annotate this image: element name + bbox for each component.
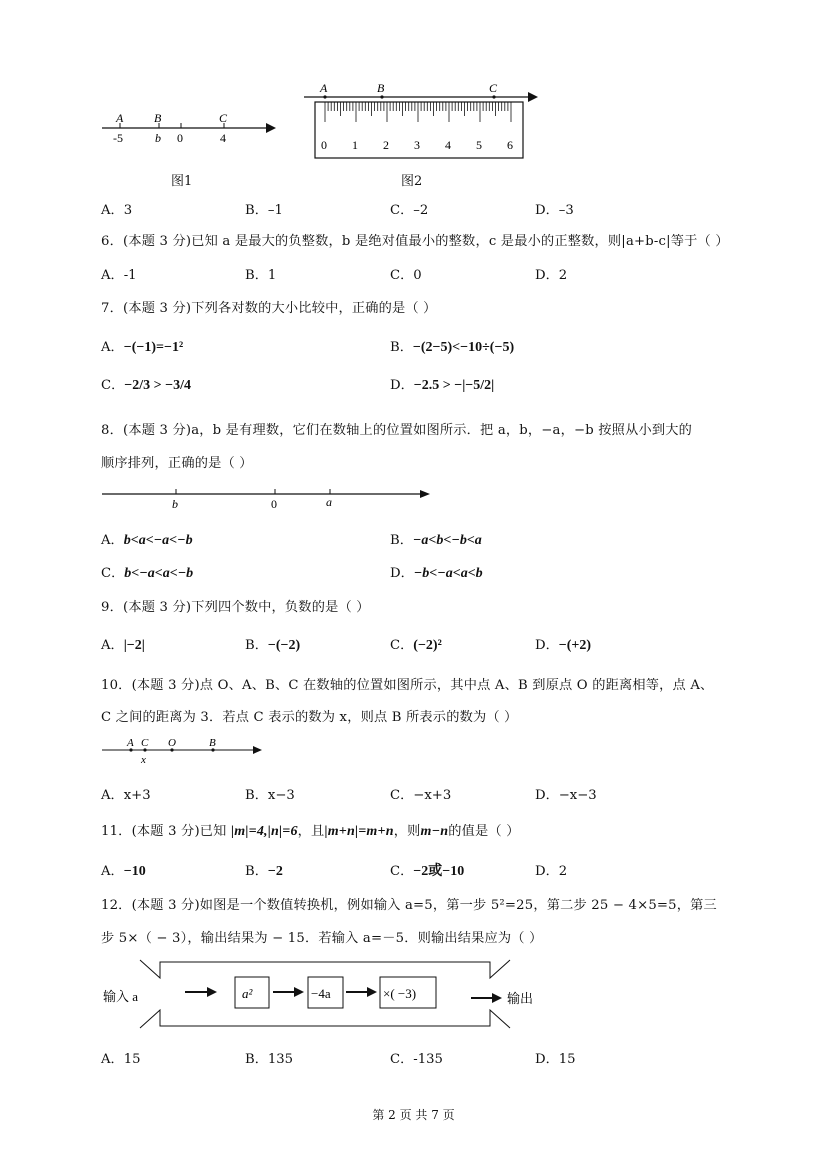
ruler-tick-2: 2 [383, 138, 389, 152]
q7-option-c-expr: −2/3 > −3/4 [124, 378, 191, 393]
q9-stem: 9．(本题 3 分)下列四个数中，负数的是（ ） [101, 600, 370, 615]
q9-option-b-expr: −(−2) [267, 638, 301, 653]
q8-option-d[interactable] [390, 562, 483, 582]
q11-option-c-expr: −2或−10 [413, 864, 465, 879]
page-footer: 第 2 页 共 7 页 [372, 1108, 455, 1122]
q7-option-d-prefix: D． [390, 378, 414, 393]
figure-1-caption: 图1 [171, 174, 193, 189]
q5-option-c[interactable]: C．–2 [390, 203, 429, 218]
q5-option-a[interactable]: A．3 [101, 203, 133, 218]
figure-2-caption: 图2 [401, 174, 423, 189]
q7-option-b[interactable] [390, 336, 514, 356]
q10-label-B: B [209, 737, 216, 749]
q6-option-a[interactable]: A．-1 [101, 268, 137, 283]
fig1-point-B: B [154, 111, 162, 125]
q10-option-b[interactable]: B．x−3 [245, 788, 295, 803]
q8-option-b-prefix: B． [390, 533, 413, 548]
q12-step3: ×( −3) [383, 986, 417, 1001]
q11-option-a-prefix: A． [101, 864, 124, 879]
q11-option-b-prefix: B． [245, 864, 268, 879]
q6-option-b[interactable]: B．1 [245, 268, 277, 283]
q7-option-a-expr: −(−1)=−1² [123, 340, 184, 355]
q12-stem-line2: 步 5×（ − 3），输出结果为 − 15．若输入 a=－5．则输出结果应为（ ） [101, 931, 543, 946]
q9-option-d[interactable] [535, 634, 591, 654]
q12-input-label: 输入 a [103, 989, 139, 1004]
q8-option-c-expr: b<−a<a<−b [124, 566, 194, 581]
q8-option-c[interactable] [101, 562, 193, 582]
q7-option-b-prefix: B． [390, 340, 413, 355]
q7-option-d-expr: −2.5 > −|−5/2| [413, 378, 495, 393]
q8-option-b[interactable] [390, 529, 482, 549]
q10-label-A: A [127, 737, 134, 749]
q11-target: m−n [420, 824, 449, 839]
q11-stem-a: 11．(本题 3 分)已知 [101, 824, 227, 839]
q7-stem: 7．(本题 3 分)下列各对数的大小比较中，正确的是（ ） [101, 301, 437, 316]
q8-option-b-expr: −a<b<−b<a [412, 533, 482, 548]
q12-option-a[interactable]: A．15 [101, 1052, 141, 1067]
q10-option-c[interactable]: C．−x+3 [390, 788, 452, 803]
q12-option-b[interactable]: B．135 [245, 1052, 294, 1067]
fig1-value-0: 0 [177, 131, 183, 145]
q11-option-d-expr: 2 [558, 864, 568, 879]
q8-option-a-prefix: A． [101, 533, 124, 548]
q8-option-d-prefix: D． [390, 566, 414, 581]
figure-2-ruler [300, 80, 550, 165]
q10-label-x: x [141, 754, 146, 766]
figure-1-number-line [98, 108, 283, 150]
q11-condition-1: |m|=4,|n|=6 [230, 824, 298, 839]
q6-option-d[interactable]: D．2 [535, 268, 568, 283]
q8-number-line [98, 482, 438, 512]
q9-option-b[interactable] [245, 634, 300, 654]
q6-stem: 6．(本题 3 分)已知 a 是最大的负整数，b 是绝对值最小的整数，c 是最小的正整数，则|a+b-c|等于（ ） [101, 234, 729, 249]
q10-stem-line2: C 之间的距离为 3．若点 C 表示的数为 x，则点 B 所表示的数为（ ） [101, 710, 518, 725]
q11-option-d[interactable] [535, 860, 567, 879]
ruler-tick-1: 1 [352, 138, 358, 152]
ruler-tick-3: 3 [414, 138, 420, 152]
q11-stem [101, 820, 520, 840]
q5-option-d[interactable]: D．–3 [535, 203, 574, 218]
q8-label-a: a [326, 495, 332, 509]
q9-option-c-expr: (−2)² [413, 638, 442, 653]
q12-output-label: 输出 [507, 991, 534, 1006]
q7-option-d[interactable] [390, 374, 494, 394]
ruler-tick-4: 4 [445, 138, 451, 152]
q10-option-d[interactable]: D．−x−3 [535, 788, 597, 803]
q10-label-O: O [168, 737, 176, 749]
q7-option-c[interactable] [101, 374, 191, 394]
q9-option-b-prefix: B． [245, 638, 268, 653]
ruler-tick-0: 0 [321, 138, 327, 152]
q11-stem-b: ，且 [297, 824, 325, 839]
fig1-value-A: -5 [113, 131, 123, 145]
q12-conversion-machine [98, 958, 558, 1033]
ruler-ticks [325, 102, 511, 122]
q11-option-a[interactable] [101, 860, 146, 880]
q11-option-b[interactable] [245, 860, 283, 880]
q9-option-d-expr: −(+2) [558, 638, 592, 653]
q7-option-c-prefix: C． [101, 378, 125, 393]
q12-step1: a² [242, 986, 253, 1001]
q7-option-a[interactable] [101, 336, 183, 356]
q6-option-c[interactable]: C．0 [390, 268, 422, 283]
q11-condition-2: |m+n|=m+n [324, 824, 394, 839]
fig1-value-B: b [155, 131, 161, 145]
q8-stem-line1: 8．(本题 3 分)a，b 是有理数，它们在数轴上的位置如图所示．把 a，b，−a，−b 按照从小到大的 [101, 423, 693, 438]
fig2-point-B: B [377, 81, 385, 95]
q11-option-d-prefix: D． [535, 864, 559, 879]
q7-option-b-expr: −(2−5)<−10÷(−5) [412, 340, 515, 355]
q9-option-d-prefix: D． [535, 638, 559, 653]
fig1-value-C: 4 [220, 131, 226, 145]
q8-option-a-expr: b<a<−a<−b [123, 533, 193, 548]
q10-number-line [98, 736, 268, 768]
q8-option-c-prefix: C． [101, 566, 125, 581]
q11-option-a-expr: −10 [123, 864, 146, 879]
ruler-tick-6: 6 [507, 138, 513, 152]
q10-option-a[interactable]: A．x+3 [101, 788, 151, 803]
q7-option-a-prefix: A． [101, 340, 124, 355]
q10-stem-line1: 10．(本题 3 分)点 O、A、B、C 在数轴的位置如图所示，其中点 A、B 到原点 O 的距离相等，点 A、 [101, 678, 714, 693]
q9-option-a-expr: |−2| [123, 638, 145, 653]
fig2-point-A: A [320, 81, 328, 95]
q8-label-0: 0 [271, 497, 277, 511]
q9-option-c[interactable] [390, 634, 442, 654]
q11-stem-d: 的值是（ ） [448, 824, 520, 839]
fig1-point-C: C [219, 111, 228, 125]
q9-option-a[interactable] [101, 634, 145, 654]
q11-option-c[interactable] [390, 860, 464, 880]
q11-option-c-prefix: C． [390, 864, 414, 879]
ruler-tick-5: 5 [476, 138, 482, 152]
q9-option-a-prefix: A． [101, 638, 124, 653]
q11-option-b-expr: −2 [267, 864, 283, 879]
q10-label-C: C [141, 737, 149, 749]
q12-option-d[interactable]: D．15 [535, 1052, 576, 1067]
q12-stem-line1: 12．(本题 3 分)如图是一个数值转换机，例如输入 a=5，第一步 5²=25，第二步 25 − 4×5=5，第三 [101, 898, 717, 913]
q8-option-d-expr: −b<−a<a<b [413, 566, 483, 581]
q12-option-c[interactable]: C．-135 [390, 1052, 443, 1067]
q8-label-b: b [172, 497, 178, 511]
fig1-point-A: A [116, 111, 124, 125]
q8-stem-line2: 顺序排列，正确的是（ ） [101, 456, 253, 471]
q8-option-a[interactable] [101, 529, 193, 549]
q12-step2: −4a [311, 986, 331, 1001]
q11-stem-c: ，则 [393, 824, 421, 839]
fig2-point-C: C [489, 81, 498, 95]
q9-option-c-prefix: C． [390, 638, 414, 653]
q5-option-b[interactable]: B．–1 [245, 203, 283, 218]
